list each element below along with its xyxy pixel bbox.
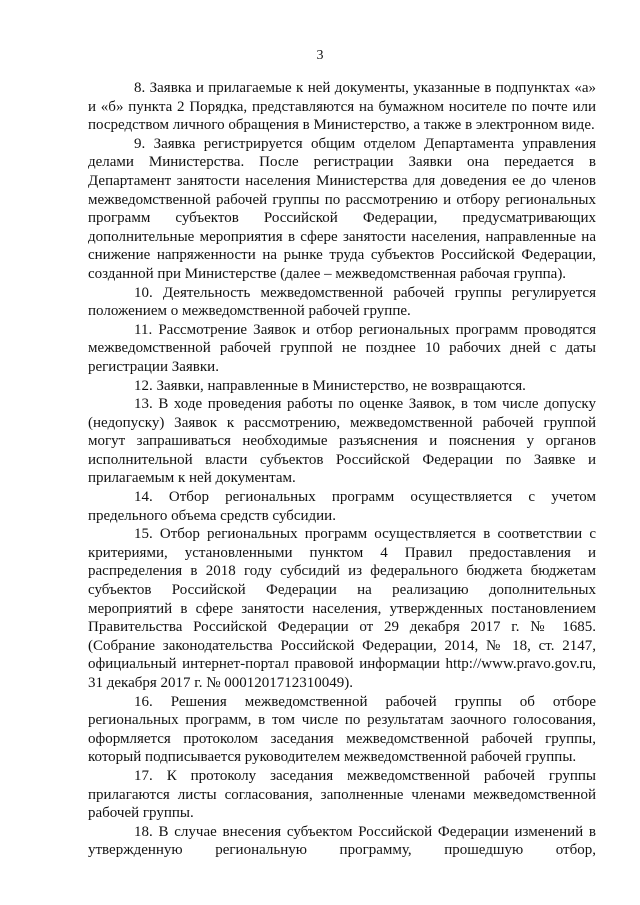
- paragraph-16: 16. Решения межведомственной рабочей группы об отборе региональных программ, в том числе по результатам заочного голосования, оформляется протоколом заседания межведомственной рабочей группы, который подписывается руководителем межведомственной рабочей группы.: [88, 693, 596, 766]
- paragraph-13: 13. В ходе проведения работы по оценке Заявок, в том числе допуску (недопуску) Заявок к рассмотрению, межведомственной рабочей группой могут запрашиваться необходимые разъяснения и пояснения у органов исполнительной власти субъектов Российской Федерации по Заявке и прилагаемым к ней документам.: [88, 396, 596, 487]
- paragraph-8: 8. Заявка и прилагаемые к ней документы, указанные в подпунктах «а» и «б» пункта 2 Порядка, представляются на бумажном носителе по почте или посредством личного обращения в Министерство, а также в электронном виде.: [88, 80, 596, 134]
- document-body: [88, 79, 596, 860]
- page-number: 3: [316, 48, 324, 63]
- paragraph-9: 9. Заявка регистрируется общим отделом Департамента управления делами Министерства. После регистрации Заявки она передается в Департамент занятости населения Министерства для доведения ее до членов межведомственной рабочей группы по рассмотрению и отбору региональных программ субъектов Российской Федерации, предусматривающих дополнительные мероприятия в сфере занятости населения, направленные на снижение напряженности на рынке труда субъектов Российской Федерации, созданной при Министерстве (далее – межведомственная рабочая группа).: [88, 135, 596, 282]
- paragraph-10: 10. Деятельность межведомственной рабочей группы регулируется положением о межведомственной рабочей группе.: [88, 284, 596, 320]
- paragraph-15: 15. Отбор региональных программ осуществляется в соответствии с критериями, установленными пунктом 4 Правил предоставления и распределения в 2018 году субсидий из федерального бюджета бюджетам субъектов Российской Федерации на реализацию дополнительных мероприятий в сфере занятости населения, утвержденных постановлением Правительства Российской Федерации от 29 декабря 2017 г. № 1685. (Собрание законодательства Российской Федерации, 2014, № 18, ст. 2147, официальный интернет-портал правовой информации http://www.pravo.gov.ru, 31 декабря 2017 г. № 0001201712310049).: [88, 526, 596, 691]
- paragraph-12: 12. Заявки, направленные в Министерство, не возвращаются.: [134, 377, 526, 394]
- paragraph-18: 18. В случае внесения субъектом Российской Федерации изменений в утвержденную региональную программу, прошедшую отбор,: [88, 823, 596, 859]
- paragraph-14: 14. Отбор региональных программ осуществляется с учетом предельного объема средств субсидии.: [88, 489, 596, 524]
- paragraph-11: 11. Рассмотрение Заявок и отбор региональных программ проводятся межведомственной рабочей группой не позднее 10 рабочих дней с даты регистрации Заявки.: [88, 321, 596, 375]
- paragraph-17: 17. К протоколу заседания межведомственной рабочей группы прилагаются листы согласования, заполненные членами межведомственной рабочей группы.: [88, 767, 596, 822]
